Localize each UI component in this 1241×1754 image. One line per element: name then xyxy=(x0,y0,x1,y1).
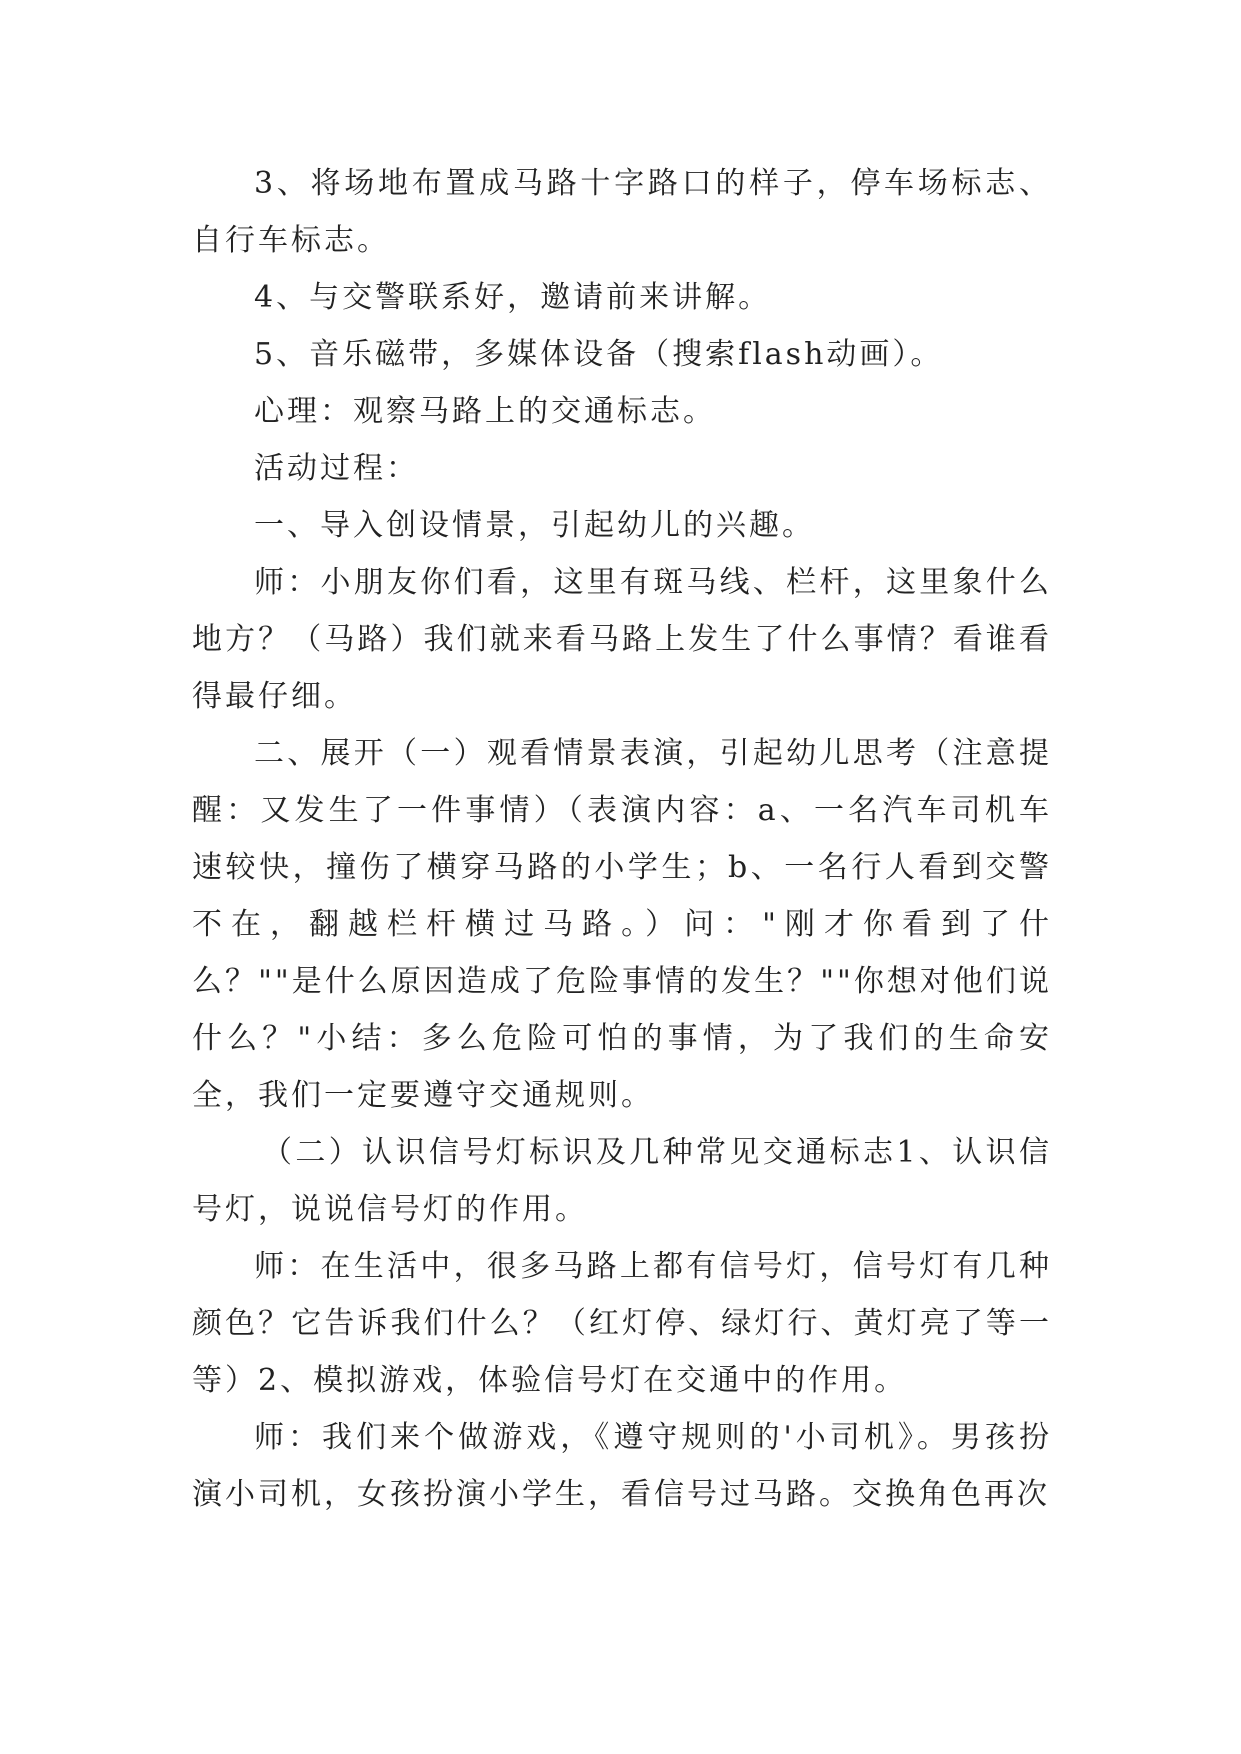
document-body xyxy=(192,155,1052,1523)
paragraph-site-setup: 3、将场地布置成马路十字路口的样子，停车场标志、自行车标志。 xyxy=(192,166,1052,258)
paragraph-activity-heading: 活动过程： xyxy=(254,451,419,486)
paragraph-signal-colors: 师：在生活中，很多马路上都有信号灯，信号灯有几种颜色？它告诉我们什么？（红灯停、绿灯行、黄灯亮了等一等）2、模拟游戏，体验信号灯在交通中的作用。 xyxy=(192,1249,1052,1398)
paragraph-music-media: 5、音乐磁带，多媒体设备（搜索flash动画）。 xyxy=(254,337,944,372)
paragraph-performance: 二、展开（一）观看情景表演，引起幼儿思考（注意提醒：又发生了一件事情）（表演内容：a、一名汽车司机车速较快，撞伤了横穿马路的小学生；b、一名行人看到交警不在，翻越栏杆横过马路。）问："刚才你看到了什么？""是什么原因造成了危险事情的发生？""你想对他们说什么？"小结：多么危险可怕的事情，为了我们的生命安全，我们一定要遵守交通规则。 xyxy=(192,736,1052,1113)
paragraph-game: 师：我们来个做游戏，《遵守规则的'小司机》。男孩扮演小司机，女孩扮演小学生，看信号过马路。交换角色再次 xyxy=(192,1420,1052,1512)
paragraph-introduction: 一、导入创设情景，引起幼儿的兴趣。 xyxy=(254,508,815,543)
paragraph-signal-lights: （二）认识信号灯标识及几种常见交通标志1、认识信号灯，说说信号灯的作用。 xyxy=(192,1135,1052,1227)
paragraph-teacher-question: 师：小朋友你们看，这里有斑马线、栏杆，这里象什么地方？（马路）我们就来看马路上发生了什么事情？看谁看得最仔细。 xyxy=(192,565,1052,714)
paragraph-psychology: 心理：观察马路上的交通标志。 xyxy=(254,394,716,429)
paragraph-police-contact: 4、与交警联系好，邀请前来讲解。 xyxy=(254,280,772,315)
